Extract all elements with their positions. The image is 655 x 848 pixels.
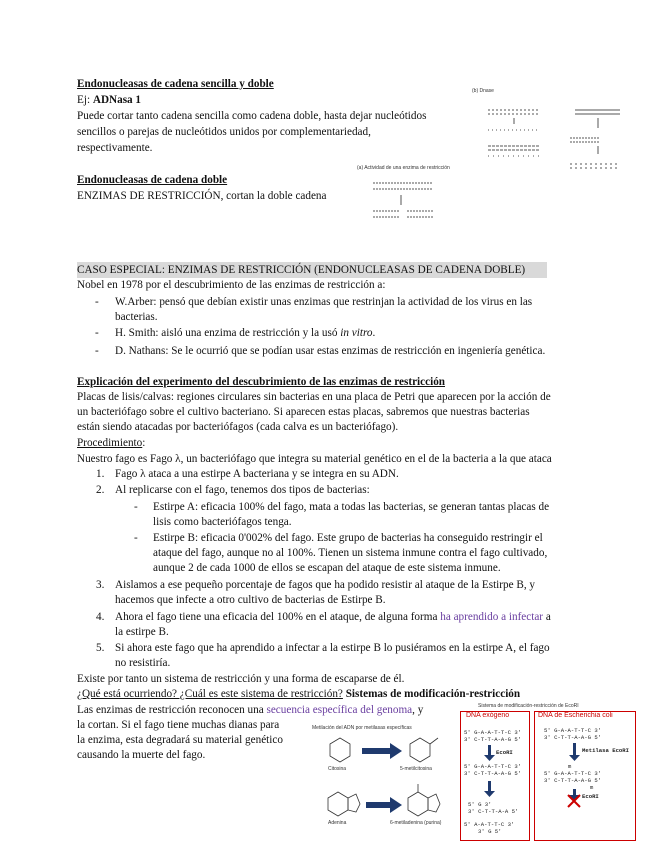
- sub-bullet-b-line1: Estirpe B: eficacia 0'002% del fago. Este grupo de bacterias ha conseguido restringir el: [153, 532, 543, 544]
- final-line2: la cortan. Si el fago tiene muchas dianas para: [77, 719, 280, 731]
- sub-bullet-b-line3: aunque 2 de cada 1000 de ellos se escapan del ataque de este sistema inmune.: [153, 562, 501, 574]
- section1-body-line3: respectivamente.: [77, 142, 153, 154]
- bullet-dash: -: [95, 327, 99, 339]
- dnase-diagram-icon: [470, 88, 630, 176]
- bullet-arber-line1: W.Arber: pensó que debían existir unas enzimas que restrinjan la actividad de los virus en las: [115, 296, 533, 308]
- final-highlight: secuencia específica del genoma: [266, 704, 413, 716]
- dnase-figure: [470, 88, 630, 176]
- bullet-smith-end: .: [372, 327, 376, 339]
- sub-bullet-dash: -: [134, 501, 138, 513]
- frag1-bottom: 3' C-T-T-A-A 5': [468, 808, 519, 815]
- conclusion: Existe por tanto un sistema de restricción y una forma de escaparse de él.: [77, 673, 405, 685]
- procedure-label-text: Procedimiento: [77, 437, 143, 449]
- question: [77, 686, 520, 702]
- final-line1: [77, 702, 423, 718]
- ecoli-seq-top-methylated: 5' G-A-A-T-T-C 3': [544, 770, 602, 777]
- experiment-p1-line3: están siendo atacadas por bacteriófagos (cada calva es un bacteriófago).: [77, 421, 399, 433]
- bullet-smith: [115, 325, 375, 341]
- methyladenine-label: 6-metiladenina (purina): [390, 820, 442, 826]
- section2-body: ENZIMAS DE RESTRICCIÓN, cortan la doble cadena: [77, 190, 327, 202]
- step-4-end: a: [543, 611, 551, 623]
- restriction-diagram-icon: [355, 165, 450, 225]
- ecori-caption: Sistema de modificación-restricción de EcoRI: [478, 703, 579, 709]
- step-5-line2: no resistiría.: [115, 657, 171, 669]
- step-4-text: Ahora el fago tiene una eficacia del 100% en el ataque, de alguna forma: [115, 611, 441, 623]
- ecoli-seq-top: 5' G-A-A-T-T-C 3': [544, 727, 602, 734]
- methyl-mark-bottom: m: [590, 784, 594, 791]
- exo-seq-bottom: 3' C-T-T-A-A-G 5': [464, 736, 522, 743]
- section1-heading: Endonucleasas de cadena sencilla y doble: [77, 78, 274, 90]
- experiment-p1-line1: Placas de lisis/calvas: regiones circulares sin bacterias en una placa de Petri que aparecen por la acción de: [77, 391, 551, 403]
- final-text: Las enzimas de restricción reconocen una: [77, 704, 267, 716]
- ecoli-dna-title: DNA de Escherichia coli: [538, 712, 613, 719]
- step-1: Fago λ ataca a una estirpe A bacteriana y se integra en su ADN.: [115, 468, 399, 480]
- methylation-caption: Metilación del ADN por metilasas específicas: [312, 725, 412, 731]
- ecoli-seq-bottom-methylated: 3' C-T-T-A-A-G 5': [544, 777, 602, 784]
- section1-example: [77, 92, 141, 108]
- question-text: ¿Qué está ocurriendo? ¿Cuál es este sistema de restricción?: [77, 688, 343, 700]
- sub-bullet-b-line2: ataque del fago, aunque no al 100%. Tienen un sistema inmune contra el fago cultivado,: [153, 547, 548, 559]
- step-3-line2: hacemos que infecte a otro cultivo de bacterias de Estirpe B.: [115, 594, 386, 606]
- restriction-figure-caption: (a) Actividad de una enzima de restricción: [357, 165, 450, 171]
- final-line3: la enzima, esta degradará su material genético: [77, 734, 283, 746]
- step-number: 5.: [96, 642, 105, 654]
- frag1-top: 5' G 3': [468, 801, 492, 808]
- procedure-colon: :: [142, 437, 146, 449]
- sub-bullet-a-line1: Estirpe A: eficacia 100% del fago, mata a todas las bacterias, se generan tantas placas de: [153, 501, 550, 513]
- methylase-label: Metilasa EcoRI: [582, 747, 629, 754]
- special-case-heading: CASO ESPECIAL: ENZIMAS DE RESTRICCIÓN (ENDONUCLEASAS DE CADENA DOBLE): [77, 262, 547, 278]
- methylcytosine-label: 5-metilcitosina: [400, 766, 432, 772]
- sub-bullet-dash: -: [134, 532, 138, 544]
- example-label: Ej:: [77, 94, 91, 106]
- step-4-line2: la estirpe B.: [115, 626, 169, 638]
- step-number: 1.: [96, 468, 105, 480]
- bullet-dash: -: [95, 296, 99, 308]
- bullet-arber-line2: bacterias.: [115, 311, 158, 323]
- section2-heading: Endonucleasas de cadena doble: [77, 174, 228, 186]
- methylation-figure: [310, 722, 450, 840]
- exo-seq-bottom-2: 3' C-T-T-A-A-G 5': [464, 770, 522, 777]
- step-4-line1: [115, 609, 551, 625]
- experiment-p1-line2: un bacteriófago sobre el cultivo bacteriano. Si aparecen estas placas, sabremos que nuestras bacterias: [77, 406, 530, 418]
- adenine-label: Adenina: [328, 820, 347, 826]
- methyl-mark-top: m: [568, 763, 572, 770]
- experiment-heading: Explicación del experimento del descubrimiento de las enzimas de restricción: [77, 376, 446, 388]
- final-line4: causando la muerte del fago.: [77, 749, 206, 761]
- exo-seq-top-2: 5' G-A-A-T-T-C 3': [464, 763, 522, 770]
- section1-body-line2: sencillos o parejas de nucleótidos unidos por complementariedad,: [77, 126, 371, 138]
- step-number: 3.: [96, 579, 105, 591]
- exo-seq-top: 5' G-A-A-T-T-C 3': [464, 729, 522, 736]
- section1-body-line1: Puede cortar tanto cadena sencilla como cadena doble, hasta dejar nucleótidos: [77, 110, 427, 122]
- example-enzyme: ADNasa 1: [92, 94, 142, 106]
- dnase-figure-caption: (b) Dnase: [472, 88, 494, 94]
- ecori-label-left: EcoRI: [496, 749, 513, 756]
- step-3-line1: Aislamos a ese pequeño porcentaje de fagos que ha podido resistir al ataque de la Estirpe B, y: [115, 579, 536, 591]
- exogenous-dna-title: DNA exógeno: [466, 712, 510, 719]
- procedure-label: [77, 435, 145, 451]
- bullet-dash: -: [95, 345, 99, 357]
- restriction-activity-figure: [355, 165, 450, 225]
- cytosine-label: Citosina: [328, 766, 347, 772]
- sub-bullet-a-line2: lisis como bacteriófagos tenga.: [153, 516, 292, 528]
- final-end: , y: [412, 704, 424, 716]
- step-2: Al replicarse con el fago, tenemos dos tipos de bacterias:: [115, 484, 370, 496]
- ecori-label-right: EcoRI: [582, 793, 599, 800]
- bullet-smith-italic: in vitro: [340, 327, 373, 339]
- step-4-highlight: ha aprendido a infectar: [440, 611, 544, 623]
- ecori-system-figure: [458, 703, 638, 840]
- frag2-bottom: 3' G 5': [478, 828, 502, 835]
- frag2-top: 5' A-A-T-T-C 3': [464, 821, 515, 828]
- procedure-intro: Nuestro fago es Fago λ, un bacteriófago que integra su material genético en el de la bacteria a la que ataca: [77, 453, 552, 465]
- special-case-intro: Nobel en 1978 por el descubrimiento de las enzimas de restricción a:: [77, 279, 386, 291]
- bullet-nathans: D. Nathans: Se le ocurrió que se podían usar estas enzimas de restricción en ingeniería genética.: [115, 345, 546, 357]
- bullet-smith-text: H. Smith: aisló una enzima de restricción y la usó: [115, 327, 341, 339]
- ecoli-seq-bottom: 3' C-T-T-A-A-G 5': [544, 734, 602, 741]
- question-answer: Sistemas de modificación-restricción: [342, 688, 521, 700]
- step-number: 2.: [96, 484, 105, 496]
- step-number: 4.: [96, 611, 105, 623]
- step-5-line1: Si ahora este fago que ha aprendido a infectar a la estirpe B lo pusiéramos en la estirpe A, el fago: [115, 642, 550, 654]
